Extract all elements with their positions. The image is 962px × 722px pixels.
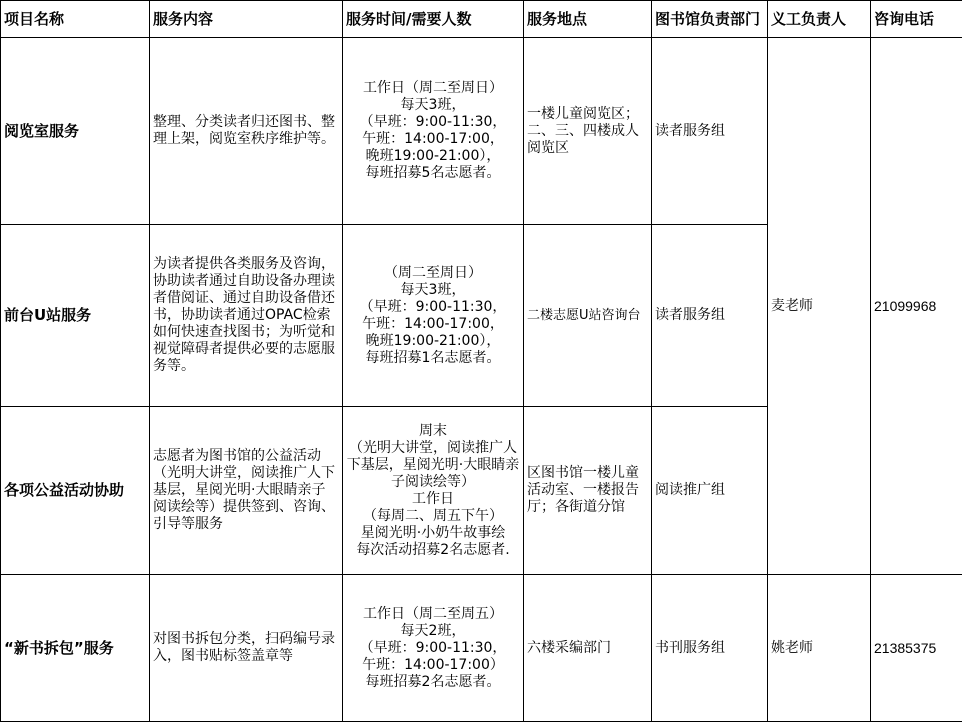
service-time-cell (343, 225, 524, 407)
service-time-cell (343, 38, 524, 225)
location-cell: 六楼采编部门 (524, 575, 652, 722)
volunteer-lead-cell: 麦老师 (768, 38, 871, 575)
time-line: （每周二、周五下午） (363, 507, 503, 524)
time-line: 每天3班， (400, 281, 466, 298)
time-line: （光明大讲堂，阅读推广人下基层，星阅光明·大眼睛亲子阅读绘等） (346, 439, 520, 490)
phone-cell: 21385375 (871, 575, 962, 722)
time-line: 星阅光明·小奶牛故事绘 (360, 524, 506, 541)
project-name-cell: “新书拆包”服务 (1, 575, 150, 722)
phone-cell: 21099968 (871, 38, 962, 575)
service-time-cell (343, 407, 524, 575)
time-line: 每班招募1名志愿者。 (365, 349, 501, 366)
header-phone: 咨询电话 (871, 1, 962, 38)
header-service-content: 服务内容 (150, 1, 343, 38)
header-row (1, 1, 962, 38)
table-row (1, 575, 962, 722)
location-cell: 一楼儿童阅览区；二、三、四楼成人阅览区 (524, 38, 652, 225)
header-department: 图书馆负责部门 (652, 1, 768, 38)
volunteer-lead-cell: 姚老师 (768, 575, 871, 722)
header-volunteer-lead: 义工负责人 (768, 1, 871, 38)
service-content-cell: 为读者提供各类服务及咨询，协助读者通过自助设备办理读者借阅证、通过自助设备借还书，协助读者通过OPAC检索如何快速查找图书；为听觉和视觉障碍者提供必要的志愿服务等。 (150, 225, 343, 407)
service-content-cell: 整理、分类读者归还图书、整理上架，阅览室秩序维护等。 (150, 38, 343, 225)
time-line: 午班：14:00-17:00） (362, 656, 504, 673)
time-line: 周末 (419, 422, 447, 439)
project-name-cell: 阅览室服务 (1, 38, 150, 225)
time-line: 每班招募5名志愿者。 (365, 165, 501, 181)
header-location: 服务地点 (524, 1, 652, 38)
department-cell: 读者服务组 (652, 225, 768, 407)
department-cell: 书刊服务组 (652, 575, 768, 722)
department-cell: 读者服务组 (652, 38, 768, 225)
time-line: 每次活动招募2名志愿者. (356, 541, 510, 558)
project-name-cell: 前台U站服务 (1, 225, 150, 407)
header-service-time: 服务时间/需要人数 (343, 1, 524, 38)
time-line: 工作日（周二至周日） (363, 80, 503, 96)
location-cell: 区图书馆一楼儿童活动室、一楼报告厅；各街道分馆 (524, 407, 652, 575)
project-name-cell: 各项公益活动协助 (1, 407, 150, 575)
time-line: 每班招募2名志愿者。 (365, 673, 501, 690)
time-line: 晚班19:00-21:00）， (365, 148, 501, 164)
location-cell: 二楼志愿U站咨询台 (524, 225, 652, 407)
time-line: 每天3班， (400, 97, 466, 113)
time-line: 午班：14:00-17:00， (362, 315, 504, 332)
time-line: 晚班19:00-21:00）， (365, 332, 501, 349)
department-cell: 阅读推广组 (652, 407, 768, 575)
service-content-cell: 志愿者为图书馆的公益活动（光明大讲堂，阅读推广人下基层，星阅光明·大眼睛亲子阅读绘等）提供签到、咨询、引导等服务 (150, 407, 343, 575)
time-line: （周二至周日） (384, 264, 482, 281)
time-line: 工作日（周二至周五） (363, 605, 503, 622)
header-project-name: 项目名称 (1, 1, 150, 38)
time-line: 每天2班， (400, 622, 466, 639)
time-line: （早班：9:00-11:30， (359, 298, 507, 315)
time-line: （早班：9:00-11:30， (359, 114, 507, 130)
service-time-cell (343, 575, 524, 722)
time-line: （早班：9:00-11:30， (359, 639, 507, 656)
service-content-cell: 对图书拆包分类，扫码编号录入，图书贴标签盖章等 (150, 575, 343, 722)
time-line: 工作日 (412, 490, 454, 507)
table-row (1, 38, 962, 225)
time-line: 午班：14:00-17:00， (362, 131, 504, 147)
